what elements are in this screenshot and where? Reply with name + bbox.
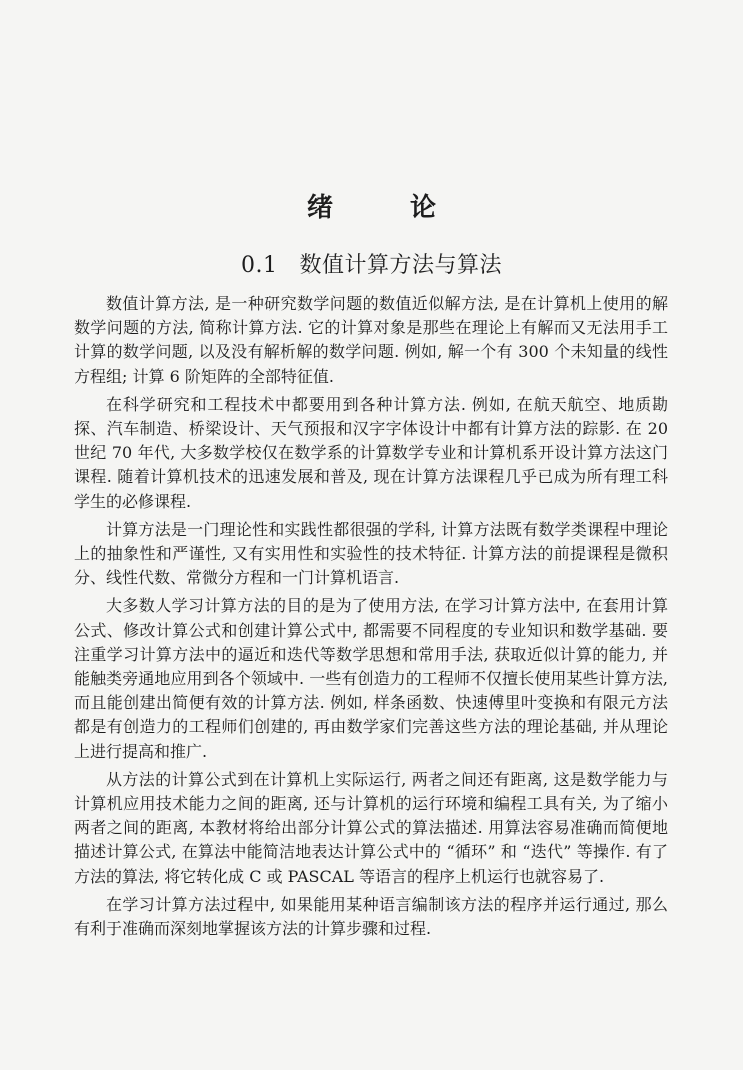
paragraph: 计算方法是一门理论性和实践性都很强的学科, 计算方法既有数学类课程中理论上的抽象性和严谨性, 又有实用性和实验性的技术特征. 计算方法的前提课程是微积分、线性代数、常微分方程和一门计算机语言.: [74, 519, 668, 588]
paragraph: 大多数人学习计算方法的目的是为了使用方法, 在学习计算方法中, 在套用计算公式、修改计算公式和创建计算公式中, 都需要不同程度的专业知识和数学基础. 要注重学习计算方法中的逼近和迭代等数学思想和常用手法, 获取近似计算的能力, 并能触类旁通地应用到各个领域中. 一些有创造力的工程师不仅擅长使用某些计算方法, 而且能创建出简便有效的计算方法. 例如, 样条函数、快速傅里叶变换和有限元方法都是有创造力的工程师们创建的, 再由数学家们完善这些方法的理论基础, 并从理论上进行提高和推广.: [74, 596, 668, 761]
paragraph: 从方法的计算公式到在计算机上实际运行, 两者之间还有距离, 这是数学能力与计算机应用技术能力之间的距离, 还与计算机的运行环境和编程工具有关, 为了缩小两者之间的距离, 本教材将给出部分计算公式的算法描述. 用算法容易准确而简便地描述计算公式, 在算法中能简洁地表达计算公式中的 “循环” 和 “迭代” 等操作. 有了方法的算法, 将它转化成 C 或 PASCAL 等语言的程序上机运行也就容易了.: [74, 769, 668, 886]
section-number: 0.1: [240, 253, 278, 278]
paragraph: 在科学研究和工程技术中都要用到各种计算方法. 例如, 在航天航空、地质勘探、汽车制造、桥梁设计、天气预报和汉字字体设计中都有计算方法的踪影. 在 20 世纪 70 年代, 大多数学校仅在数学系的计算数学专业和计算机系开设计算方法这门课程. 随着计算机技术的迅速发展和普及, 现在计算方法课程几乎已成为所有理工科学生的必修课程.: [74, 394, 668, 511]
chapter-title: 绪 论: [306, 193, 471, 223]
paragraph: 在学习计算方法过程中, 如果能用某种语言编制该方法的程序并运行通过, 那么有利于准确而深刻地掌握该方法的计算步骤和过程.: [74, 894, 668, 939]
body-text: [74, 292, 668, 945]
paragraph: 数值计算方法, 是一种研究数学问题的数值近似解方法, 是在计算机上使用的解数学问题的方法, 简称计算方法. 它的计算对象是那些在理论上有解而又无法用手工计算的数学问题, 以及没有解析解的数学问题. 例如, 解一个有 300 个未知量的线性方程组; 计算 6 阶矩阵的全部特征值.: [74, 294, 668, 386]
section-heading: [0, 250, 743, 282]
section-title: 数值计算方法与算法: [299, 253, 502, 278]
